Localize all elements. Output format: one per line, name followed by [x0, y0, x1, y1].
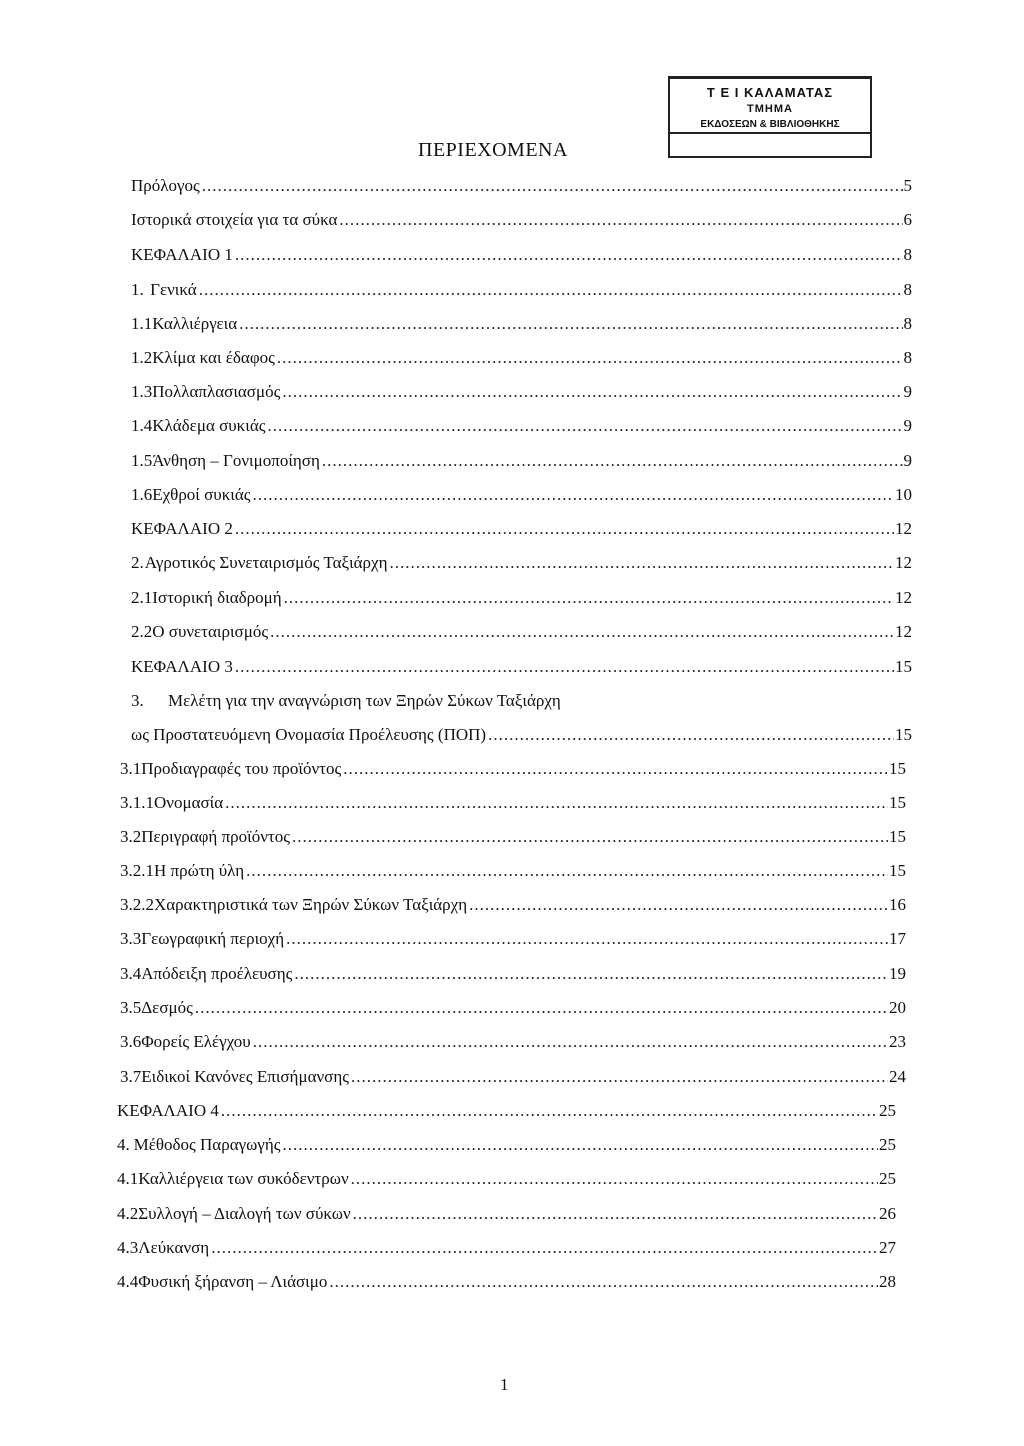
dot-leader	[202, 176, 903, 196]
dot-leader	[329, 1272, 878, 1292]
toc-entry-page: 9	[903, 382, 912, 401]
toc-entry-page: 5	[903, 176, 912, 195]
toc-entry-number: 3.5	[120, 998, 142, 1017]
toc-entry	[131, 245, 912, 271]
toc-entry-number: 3.3	[120, 929, 142, 948]
toc-entry	[131, 553, 912, 579]
dot-leader	[286, 929, 888, 949]
toc-entry-number: 3.6	[120, 1032, 142, 1051]
toc-entry	[120, 895, 906, 921]
toc-entry-number: 3.2.1	[120, 861, 154, 880]
toc-entry-label: Πολλαπλασιασμός	[152, 382, 281, 401]
toc-entry	[131, 314, 912, 340]
toc-entry-page: 15	[895, 657, 912, 676]
toc-entry-page: 8	[903, 245, 912, 264]
toc-entry-page: 12	[895, 553, 912, 572]
toc-entry	[131, 348, 912, 374]
dot-leader	[235, 245, 903, 265]
toc-entry-page: 12	[895, 622, 912, 641]
toc-entry	[131, 622, 912, 648]
toc-entry-number: 4.2	[117, 1204, 139, 1223]
toc-entry-number: 1.1	[131, 314, 153, 333]
toc-entry-page: 23	[889, 1032, 906, 1051]
toc-entry-label: Γεωγραφική περιοχή	[141, 929, 285, 948]
dot-leader	[284, 588, 894, 608]
toc-entry	[117, 1204, 896, 1230]
toc-entry-label: Περιγραφή προϊόντος	[141, 827, 290, 846]
dot-leader	[246, 861, 888, 881]
toc-entry-label: ως Προστατευόμενη Ονομασία Προέλευσης (ΠΟΠ)	[131, 725, 487, 744]
toc-entry-label: Φορείς Ελέγχου	[141, 1032, 251, 1051]
dot-leader	[282, 1135, 878, 1155]
toc-entry-label: Ιστορική διαδρομή	[152, 588, 282, 607]
toc-entry-label: Ονομασία	[154, 793, 224, 812]
toc-entry-page: 9	[903, 416, 912, 435]
dot-leader	[277, 348, 903, 368]
toc-entry-page: 27	[879, 1238, 896, 1257]
toc-entry-page: 25	[879, 1101, 896, 1120]
toc-entry-label: Χαρακτηριστικά των Ξηρών Σύκων Ταξιάρχη	[154, 895, 468, 914]
toc-entry-label: Εχθροί συκιάς	[152, 485, 251, 504]
toc-entry	[131, 725, 912, 751]
toc-entry-page: 20	[889, 998, 906, 1017]
toc-entry-label: Λεύκανση	[138, 1238, 210, 1257]
toc-entry-label: Άνθηση – Γονιμοποίηση	[152, 451, 320, 470]
toc-entry-number: 1.3	[131, 382, 153, 401]
dot-leader	[488, 725, 894, 745]
toc-entry	[120, 998, 906, 1024]
toc-entry-number: 3.1	[120, 759, 142, 778]
dot-leader	[294, 964, 888, 984]
dot-leader	[267, 416, 902, 436]
toc-entry-page: 26	[879, 1204, 896, 1223]
toc-entry	[120, 1067, 906, 1093]
dot-leader	[351, 1169, 878, 1189]
toc-entry-number: 3.7	[120, 1067, 142, 1086]
toc-entry	[120, 827, 906, 853]
toc-entry	[120, 929, 906, 955]
toc-entry-label: Μελέτη για την αναγνώριση των Ξηρών Σύκων Ταξιάρχη	[168, 691, 561, 710]
toc-entry	[131, 451, 912, 477]
toc-entry	[131, 485, 912, 511]
toc-entry-page: 17	[889, 929, 906, 948]
toc-entry-number: 1.2	[131, 348, 153, 367]
toc-entry-number: 1.6	[131, 485, 153, 504]
toc-entry-number: 3.4	[120, 964, 142, 983]
dot-leader	[270, 622, 894, 642]
toc-entry-label: Γενικά	[150, 280, 197, 299]
toc-entry	[120, 1032, 906, 1058]
toc-entry-label: ΚΕΦΑΛΑΙΟ 3	[131, 657, 233, 676]
toc-entry	[117, 1135, 896, 1161]
toc-entry-label: Καλλιέργεια	[152, 314, 238, 333]
toc-entry-number: 1.	[131, 280, 144, 299]
toc-entry	[131, 210, 912, 236]
toc-entry	[117, 1169, 896, 1195]
toc-entry-number: 2.	[131, 553, 144, 572]
dot-leader	[343, 759, 888, 779]
toc-entry-number: 1.5	[131, 451, 153, 470]
dot-leader	[253, 1032, 888, 1052]
stamp-line-institution: Τ Ε Ι ΚΑΛΑΜΑΤΑΣ	[706, 85, 834, 100]
dot-leader	[389, 553, 894, 573]
toc-entry-label: Δεσμός	[141, 998, 193, 1017]
toc-entry	[131, 382, 912, 408]
dot-leader	[199, 280, 903, 300]
toc-entry-label: Κλίμα και έδαφος	[152, 348, 275, 367]
toc-entry-number: 4.3	[117, 1238, 139, 1257]
toc-entry-number: 3.1.1	[120, 793, 154, 812]
toc-entry-page: 10	[895, 485, 912, 504]
toc-entry	[120, 793, 906, 819]
toc-entry-page: 15	[895, 725, 912, 744]
toc-entry-label: Κλάδεμα συκιάς	[152, 416, 266, 435]
toc-entry	[131, 657, 912, 683]
toc-entry-page: 15	[889, 793, 906, 812]
page-title: ΠΕΡΙΕΧΟΜΕΝΑ	[418, 139, 568, 161]
toc-entry-number: 2.1	[131, 588, 153, 607]
toc-entry	[131, 588, 912, 614]
toc-entry	[131, 416, 912, 442]
toc-entry-label: Συλλογή – Διαλογή των σύκων	[138, 1204, 351, 1223]
toc-entry-page: 28	[879, 1272, 896, 1291]
page-number: 1	[500, 1375, 509, 1394]
toc-entry	[131, 691, 912, 717]
dot-leader	[353, 1204, 878, 1224]
dot-leader	[253, 485, 895, 505]
toc-entry-page: 25	[879, 1135, 896, 1154]
toc-entry-label: Φυσική ξήρανση – Λιάσιμο	[138, 1272, 328, 1291]
dot-leader	[221, 1101, 878, 1121]
dot-leader	[225, 793, 888, 813]
dot-leader	[469, 895, 888, 915]
toc-entry-label: ΚΕΦΑΛΑΙΟ 4	[117, 1101, 219, 1120]
toc-entry-number: 3.2	[120, 827, 142, 846]
toc-entry	[131, 519, 912, 545]
toc-entry	[131, 176, 912, 202]
toc-entry-page: 8	[903, 314, 912, 333]
toc-entry-label: Μέθοδος Παραγωγής	[133, 1135, 281, 1154]
dot-leader	[351, 1067, 888, 1087]
toc-entry-label: Η πρώτη ύλη	[154, 861, 245, 880]
toc-entry-number: 4.	[117, 1135, 130, 1154]
dot-leader	[239, 314, 902, 334]
toc-entry	[117, 1272, 896, 1298]
dot-leader	[235, 657, 894, 677]
dot-leader	[195, 998, 888, 1018]
toc-entry-label: Αγροτικός Συνεταιρισμός Ταξιάρχη	[144, 553, 388, 572]
toc-entry	[131, 280, 912, 306]
toc-entry-page: 8	[903, 280, 912, 299]
toc-entry	[117, 1101, 896, 1127]
toc-entry-label: Ο συνεταιρισμός	[152, 622, 269, 641]
toc-entry-page: 6	[903, 210, 912, 229]
toc-entry-number: 4.1	[117, 1169, 139, 1188]
toc-entry-label: Ειδικοί Κανόνες Επισήμανσης	[141, 1067, 349, 1086]
toc-entry	[117, 1238, 896, 1264]
toc-entry	[120, 861, 906, 887]
dot-leader	[235, 519, 894, 539]
toc-entry	[120, 964, 906, 990]
toc-entry-label: Απόδειξη προέλευσης	[141, 964, 293, 983]
toc-entry-label: Καλλιέργεια των συκόδεντρων	[138, 1169, 349, 1188]
toc-entry-label: Ιστορικά στοιχεία για τα σύκα	[131, 210, 338, 229]
toc-entry-number: 3.2.2	[120, 895, 154, 914]
toc-entry-page: 24	[889, 1067, 906, 1086]
toc-entry-page: 15	[889, 861, 906, 880]
toc-entry-page: 16	[889, 895, 906, 914]
toc-entry-page: 8	[903, 348, 912, 367]
toc-entry	[120, 759, 906, 785]
dot-leader	[292, 827, 888, 847]
toc-entry-label: ΚΕΦΑΛΑΙΟ 1	[131, 245, 233, 264]
toc-entry-number: 4.4	[117, 1272, 139, 1291]
toc-entry-page: 12	[895, 519, 912, 538]
dot-leader	[282, 382, 902, 402]
toc-entry-page: 19	[889, 964, 906, 983]
toc-entry-page: 12	[895, 588, 912, 607]
toc-entry-label: ΚΕΦΑΛΑΙΟ 2	[131, 519, 233, 538]
dot-leader	[211, 1238, 878, 1258]
stamp-line-department: ΤΜΗΜΑ	[747, 103, 793, 115]
dot-leader	[322, 451, 903, 471]
toc-entry-number: 1.4	[131, 416, 153, 435]
toc-entry-page: 15	[889, 759, 906, 778]
toc-entry-page: 15	[889, 827, 906, 846]
stamp-line-library: ΕΚΔΟΣΕΩΝ & ΒΙΒΛΙΟΘΗΚΗΣ	[670, 119, 870, 134]
toc-entry-number: 2.2	[131, 622, 153, 641]
dot-leader	[339, 210, 902, 230]
toc-entry-label: Πρόλογος	[131, 176, 200, 195]
toc-entry-page: 9	[903, 451, 912, 470]
toc-entry-label: Προδιαγραφές του προϊόντος	[141, 759, 342, 778]
toc-entry-page: 25	[879, 1169, 896, 1188]
toc-entry-number: 3.	[131, 691, 144, 710]
